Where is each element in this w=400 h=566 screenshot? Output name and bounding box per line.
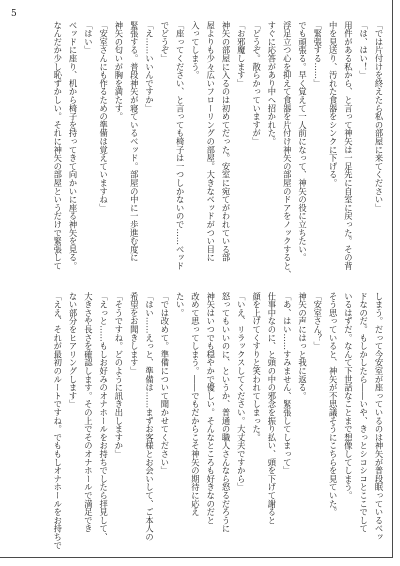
text-line: でも頑張る。早く覚えて一人前になって、神矢の役に立ちたい。 (297, 21, 308, 262)
text-line: 「座ってください、と言っても椅子は一つしかないので……ベッド (175, 21, 186, 270)
page-border-right (392, 0, 393, 558)
text-line: 屋よりも少々広いフローリングの部屋。大きなベッドがつい目に (205, 21, 216, 262)
text-line: 神矢の部屋に入るのは初めてだった。安室に宛てがわれている部 (221, 21, 232, 262)
text-line: 用件がある私から、と言って神矢は一足先に自室に戻った。その背 (343, 21, 354, 270)
text-line: 「あ、はい……すみません、緊張してしまって」 (282, 292, 293, 475)
text-line: ドなのだ。もしかしたら――いや、きっとシコシコとここでして (358, 292, 369, 533)
text-line: 浮足立つ心を抑えて食器を片付け神矢の部屋のドアをノックすると、 (282, 21, 293, 279)
text-line: ない部分をヒアリングします」 (68, 292, 79, 409)
text-line: 「え……いいんですか」 (144, 21, 155, 113)
text-line: 仕事中なのに、と頭の中の邪念を振り払い、頭を下げて謝ると (266, 292, 277, 525)
text-line: 「ええ、それが最初のルートですね。でももしオナホールをお持ちで (52, 292, 63, 550)
text-line: 「緊張する……」 (312, 21, 323, 88)
text-line: 神矢の匂いが胸を満たす。 (113, 21, 124, 121)
text-line: 「お邪魔します」 (236, 21, 247, 88)
top-text-block (46, 21, 386, 279)
text-line: 「安室さんにも作るための準備は覚えていますね」 (98, 21, 109, 212)
text-line: 怒ってもいいのに、というか、普通の職人さんなら怒るだろうに (221, 292, 232, 533)
page-number: 5 (11, 9, 17, 19)
text-line: 「では片付けを終えたら私の部屋に来てください」 (374, 21, 384, 212)
text-line: 入ってしまう。 (190, 21, 201, 80)
text-line: 改めて思ってしまう。――でもだからこそ神矢の期待に応え (190, 292, 201, 517)
text-line: 「どうぞ。散らかっていますが」 (251, 21, 262, 146)
text-line: 「そうですね。どのように訊き出しますか」 (113, 292, 124, 458)
text-line: 「いえ、リラックスしてください。大丈夫ですから」 (236, 292, 247, 492)
text-line: 大きさや長さを確認します。その上でそのオナホールで満足でき (83, 292, 94, 533)
text-line: 希望をお聞きします」 (129, 292, 140, 375)
text-line: 「では改めて。準備について聞かせてください」 (159, 292, 170, 475)
text-line: 「えっと……もしお好みのオナホールをお持ちでしたら拝見して、 (98, 292, 109, 541)
text-line: 「はい」 (83, 21, 94, 55)
text-line: いるはずだ。なんて下世話なことまで想像してしまう。 (343, 292, 354, 500)
text-line: たい。 (175, 292, 186, 317)
text-line: 神矢の声にはっと我に返る。 (297, 292, 308, 400)
page-border-bottom (0, 557, 393, 558)
text-line: なんだか少し恥ずかしい。それに神矢の部屋というだけで緊張して (52, 21, 63, 270)
text-line: 「はい……えっと、準備は……まずお客様とお会いして、ご本人の (144, 292, 155, 541)
text-line: 中を見送り、汚れた食器をシンクに下げる。 (328, 21, 339, 187)
text-line: すぐに応答があり中へ招かれた。 (266, 21, 277, 146)
text-line: そう思っていると、神矢が不思議そうにこちらを見ていた。 (328, 292, 339, 517)
text-line: でどうぞ」 (159, 21, 170, 63)
text-line: 「安室さん？」 (312, 292, 323, 351)
text-line: しまう。だって今安室が座っているのは神矢が普段眠っているベッ (374, 292, 384, 541)
text-line: 緊張する。普段神矢が寝ているベッド。部屋の中に一歩進む度に (129, 21, 140, 262)
bottom-text-block (46, 292, 386, 550)
text-line: 神矢はいつでも穏やかで優しい。そんなところも好きなのだと (205, 292, 216, 525)
text-line: ベッドに座り、机から椅子を持ってきて向かいに座る神矢を見る。 (68, 21, 79, 270)
text-line: 顔を上げてくすりと笑われてしまった。 (251, 292, 262, 442)
text-line: 「は、はい！」 (358, 21, 369, 80)
